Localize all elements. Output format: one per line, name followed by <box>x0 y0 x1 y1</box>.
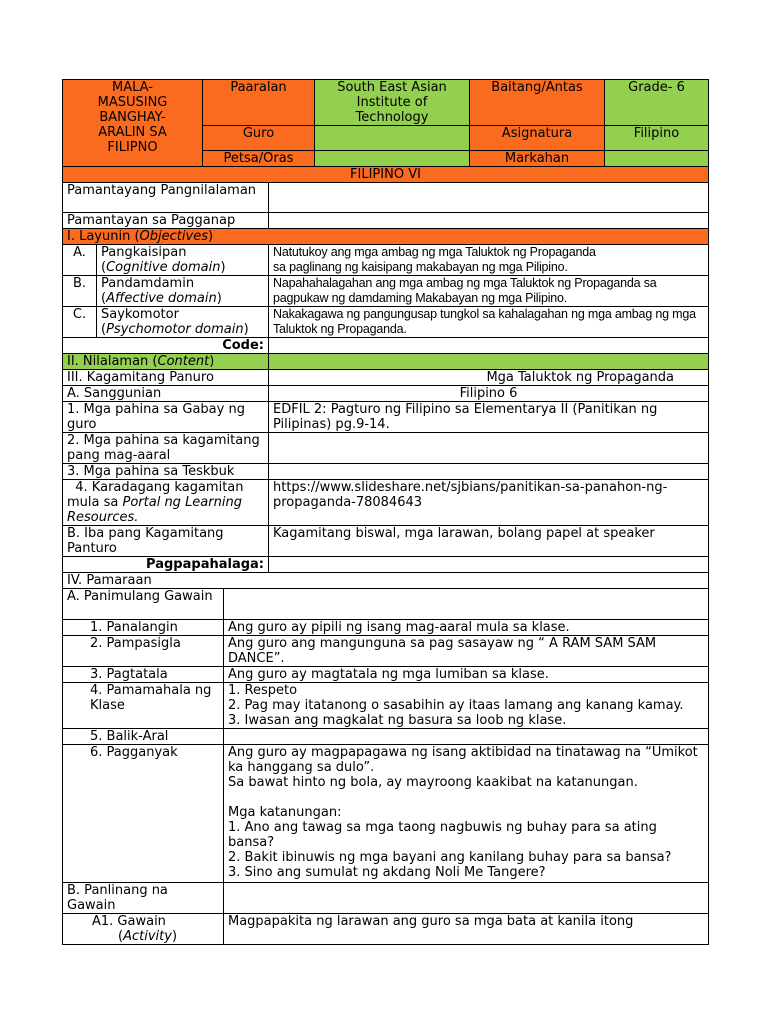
sanggunian-label: A. Sanggunian <box>63 386 269 402</box>
nilalaman-heading: II. Nilalaman (Content) <box>63 354 269 370</box>
panimulang-gawain-label: A. Panimulang Gawain <box>63 589 224 620</box>
panlinang-gawain-value <box>224 883 709 914</box>
procedure-step-value: 1. Respeto 2. Pag may itatanong o sasabihin ay itaas lamang ang kanang kamay. 3. Iwasan ang magkalat ng basura sa loob ng klase. <box>224 683 709 729</box>
guro-label: Guro <box>203 126 315 151</box>
objective-name: Pangkaisipan (Cognitive domain) <box>97 245 269 276</box>
objective-letter: C. <box>63 307 97 338</box>
guro-value <box>315 126 470 151</box>
subject-banner: FILIPINO VI <box>63 167 709 183</box>
sanggunian-value: Filipino 6 <box>269 386 709 402</box>
pamaraan-heading: IV. Pamaraan <box>63 573 709 589</box>
markahan-value <box>605 151 709 167</box>
pamantayang-pangnilalaman-value <box>269 183 709 213</box>
objective-name: Saykomotor (Psychomotor domain) <box>97 307 269 338</box>
pamantayan-pagganap-value <box>269 213 709 229</box>
a1-gawain-value: Magpapakita ng larawan ang guro sa mga bata at kanila itong <box>224 914 709 945</box>
procedure-step-label: 1. Panalangin <box>63 620 224 636</box>
objective-text: Nakakagawa ng pangungusap tungkol sa kahalagahan ng mga ambag ng mga Taluktok ng Propaganda. <box>269 307 709 338</box>
kagamitang-pang-mag-aaral-value <box>269 433 709 464</box>
objective-letter: B. <box>63 276 97 307</box>
kagamitang-panuro-value: Mga Taluktok ng Propaganda <box>269 370 709 386</box>
procedure-table <box>62 588 709 945</box>
objective-name: Pandamdamin (Affective domain) <box>97 276 269 307</box>
karagdagang-label: 4. Karadagang kagamitan mula sa Portal ng Learning Resources. <box>63 480 269 526</box>
pamantayang-pangnilalaman-label: Pamantayang Pangnilalaman <box>63 183 269 213</box>
petsa-label: Petsa/Oras <box>203 151 315 167</box>
lesson-plan-document <box>62 79 708 945</box>
procedure-step-value <box>224 729 709 745</box>
pagpapahalaga-label: Pagpapahalaga: <box>63 557 269 573</box>
objectives-table <box>62 182 709 589</box>
procedure-step-value: Ang guro ay magtatala ng mga lumiban sa klase. <box>224 667 709 683</box>
panimulang-gawain-value <box>224 589 709 620</box>
document-title: MALA- MASUSING BANGHAY- ARALIN SA FILIPNO <box>63 80 203 167</box>
layunin-heading: I. Layunin (Objectives) <box>63 229 709 245</box>
markahan-label: Markahan <box>470 151 605 167</box>
kagamitang-pang-mag-aaral-label: 2. Mga pahina sa kagamitang pang mag-aaral <box>63 433 269 464</box>
teskbuk-value <box>269 464 709 480</box>
a1-gawain-label: A1. Gawain (Activity) <box>63 914 224 945</box>
code-label: Code: <box>63 338 269 354</box>
procedure-step-label: 4. Pamamahala ng Klase <box>63 683 224 729</box>
procedure-step-label: 2. Pampasigla <box>63 636 224 667</box>
karagdagang-value: https://www.slideshare.net/sjbians/panitikan-sa-panahon-ng-propaganda-78084643 <box>269 480 709 526</box>
kagamitang-panuro-label: III. Kagamitang Panuro <box>63 370 269 386</box>
procedure-step-value: Ang guro ay magpapagawa ng isang aktibidad na tinatawag na “Umikot ka hanggang sa dulo”. Sa bawat hinto ng bola, ay mayroong kaakibat na katanungan. Mga katanungan: 1. Ano ang tawag sa mga taong nagbuwis ng buhay para sa ating bansa? 2. Bakit ibinuwis ng mga bayani ang kanilang buhay para sa bansa? 3. Sino ang sumulat ng akdang Noli Me Tangere? <box>224 745 709 883</box>
objective-text: Napahahalagahan ang mga ambag ng mga Taluktok ng Propaganda sa pagpukaw ng damdaming Makabayan ng mga Pilipino. <box>269 276 709 307</box>
teskbuk-label: 3. Mga pahina sa Teskbuk <box>63 464 269 480</box>
petsa-value <box>315 151 470 167</box>
pagpapahalaga-value <box>269 557 709 573</box>
baitang-label: Baitang/Antas <box>470 80 605 126</box>
iba-pang-kagamitan-label: B. Iba pang Kagamitang Panturo <box>63 526 269 557</box>
paaralan-label: Paaralan <box>203 80 315 126</box>
procedure-step-value: Ang guro ay pipili ng isang mag-aaral mula sa klase. <box>224 620 709 636</box>
code-value <box>269 338 709 354</box>
asignatura-label: Asignatura <box>470 126 605 151</box>
procedure-step-label: 3. Pagtatala <box>63 667 224 683</box>
iba-pang-kagamitan-value: Kagamitang biswal, mga larawan, bolang papel at speaker <box>269 526 709 557</box>
panlinang-gawain-label: B. Panlinang na Gawain <box>63 883 224 914</box>
gabay-label: 1. Mga pahina sa Gabay ng guro <box>63 402 269 433</box>
procedure-step-label: 6. Pagganyak <box>63 745 224 883</box>
procedure-step-label: 5. Balik-Aral <box>63 729 224 745</box>
objective-letter: A. <box>63 245 97 276</box>
gabay-value: EDFIL 2: Pagturo ng Filipino sa Elementarya II (Panitikan ng Pilipinas) pg.9-14. <box>269 402 709 433</box>
paaralan-value: South East Asian Institute of Technology <box>315 80 470 126</box>
pamantayan-pagganap-label: Pamantayan sa Pagganap <box>63 213 269 229</box>
header-table <box>62 79 709 183</box>
procedure-step-value: Ang guro ang mangunguna sa pag sasayaw ng “ A RAM SAM SAM DANCE”. <box>224 636 709 667</box>
asignatura-value: Filipino <box>605 126 709 151</box>
baitang-value: Grade- 6 <box>605 80 709 126</box>
objective-text: Natutukoy ang mga ambag ng mga Taluktok ng Propaganda sa paglinang ng kaisipang makabayan ng mga Pilipino. <box>269 245 709 276</box>
nilalaman-value <box>269 354 709 370</box>
